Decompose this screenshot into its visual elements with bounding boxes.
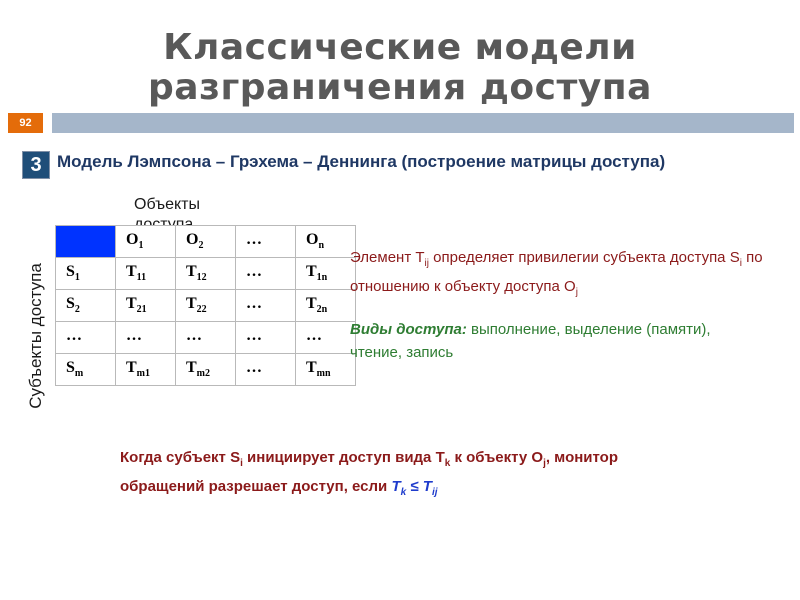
matrix-cell: … xyxy=(236,258,296,290)
matrix-cell: … xyxy=(116,322,176,354)
access-matrix xyxy=(55,225,356,386)
element-description xyxy=(350,246,780,364)
access-kinds-line-2: чтение, запись xyxy=(350,344,454,361)
matrix-header-cell: $O_1$ xyxy=(116,226,176,258)
matrix-cell: $T_{1n}$ xyxy=(296,258,356,290)
matrix-header-cell: … xyxy=(236,226,296,258)
matrix-cell: … xyxy=(236,354,296,386)
access-kinds xyxy=(350,318,780,341)
matrix-cell: $T_{m1}$ xyxy=(116,354,176,386)
matrix-cell: … xyxy=(236,290,296,322)
access-condition: $T_k \le T_{ij}$ xyxy=(391,478,438,498)
matrix-row-header-cell: $S_2$ xyxy=(56,290,116,322)
objects-axis-label: Объекты xyxy=(134,196,200,213)
matrix-corner-cell xyxy=(56,226,116,258)
access-kinds-label: Виды доступа: xyxy=(350,321,467,338)
matrix-row xyxy=(56,322,356,354)
matrix-row-header-cell: $S_m$ xyxy=(56,354,116,386)
matrix-cell: $T_{12}$ xyxy=(176,258,236,290)
access-kinds-line-1: выполнение, выделение (памяти), xyxy=(466,321,711,338)
matrix-cell: … xyxy=(236,322,296,354)
element-definition: Элемент $T_{ij}$ определяет привилегии субъекта доступа $S_i$ по отношению к объекту доступа $O_j$ xyxy=(350,249,763,298)
matrix-header-cell: $O_n$ xyxy=(296,226,356,258)
matrix-cell: $T_{11}$ xyxy=(116,258,176,290)
matrix-cell: … xyxy=(176,322,236,354)
slide-title-line-1: Классические модели xyxy=(163,27,637,68)
section-number-badge: 3 xyxy=(22,151,50,179)
matrix-cell: … xyxy=(296,322,356,354)
slide-title xyxy=(0,28,800,108)
slide-number-bar xyxy=(8,113,794,133)
monitor-rule-line-1: Когда субъект $S_i$ инициирует доступ вида $T_k$ к объекту $O_j$, монитор xyxy=(120,449,618,469)
subjects-axis-label: Субъекты доступа xyxy=(26,263,45,409)
slide-title-line-2: разграничения доступа xyxy=(148,67,652,108)
matrix-cell: $T_{21}$ xyxy=(116,290,176,322)
matrix-header-cell: $O_2$ xyxy=(176,226,236,258)
matrix-cell: $T_{mn}$ xyxy=(296,354,356,386)
section-heading: Модель Лэмпсона – Грэхема – Деннинга (построение матрицы доступа) xyxy=(57,152,666,171)
divider-bar xyxy=(52,113,794,133)
matrix-row-header-cell: $S_1$ xyxy=(56,258,116,290)
matrix-header-row xyxy=(56,226,356,258)
matrix-cell: $T_{22}$ xyxy=(176,290,236,322)
monitor-rule-line-2: обращений разрешает доступ, если $T_k \le T_{ij}$ xyxy=(120,478,438,498)
slide-number: 92 xyxy=(8,113,43,133)
matrix-row-header-cell: … xyxy=(56,322,116,354)
matrix-row xyxy=(56,290,356,322)
matrix-row xyxy=(56,354,356,386)
matrix-cell: $T_{2n}$ xyxy=(296,290,356,322)
matrix-cell: $T_{m2}$ xyxy=(176,354,236,386)
monitor-rule xyxy=(120,446,740,504)
matrix-row xyxy=(56,258,356,290)
